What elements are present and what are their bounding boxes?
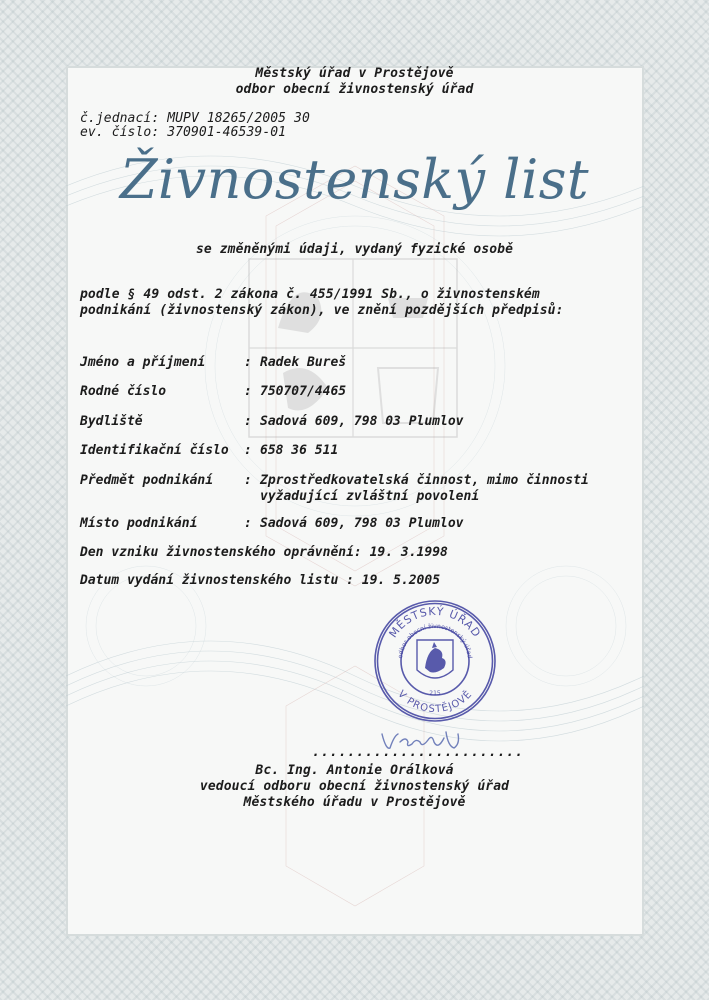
- field-label: Jméno a příjmení: [80, 355, 206, 370]
- office-department: odbor obecní živnostenský úřad: [235, 82, 474, 97]
- field-business-place: [80, 516, 464, 531]
- field-separator: :: [244, 355, 252, 370]
- field-business-subject: [80, 473, 650, 505]
- stamp-top-text: MĚSTSKÝ ÚŘAD: [386, 604, 484, 641]
- legal-basis-line-1: podle § 49 odst. 2 zákona č. 455/1991 Sb., o živnostenském: [80, 287, 540, 302]
- svg-text:MĚSTSKÝ ÚŘAD: [386, 605, 483, 640]
- field-value: 658 36 511: [260, 443, 339, 458]
- stamp-middle-text: odbor obecní živnostenský úřad: [397, 622, 473, 659]
- signatory-office: Městského úřadu v Prostějově: [243, 795, 466, 810]
- stamp-number: 215: [429, 690, 441, 697]
- field-label: Identifikační číslo: [80, 443, 229, 458]
- document-title: Živnostenský list: [119, 148, 590, 211]
- field-issue-date: [80, 573, 440, 588]
- field-label: Datum vydání živnostenského listu :: [80, 573, 354, 588]
- field-value: Sadová 609, 798 03 Plumlov: [260, 414, 464, 429]
- coat-of-arms-icon: [417, 640, 453, 678]
- field-separator: :: [244, 473, 252, 488]
- field-birth-number: [80, 384, 346, 399]
- signatory-title: vedoucí odboru obecní živnostenský úřad: [199, 779, 510, 794]
- field-label: Den vzniku živnostenského oprávnění:: [80, 545, 362, 560]
- field-label: Místo podnikání: [80, 516, 198, 531]
- legal-basis-line-2: podnikání (živnostenský zákon), ve znění pozdějších předpisů:: [80, 303, 564, 318]
- reference-number: č.jednací: MUPV 18265/2005 30: [80, 111, 310, 126]
- field-separator: :: [244, 414, 252, 429]
- stamp-bottom-text: V PROSTĚJOVĚ: [395, 688, 475, 716]
- field-label: Rodné číslo: [80, 384, 167, 399]
- field-value: 19. 3.1998: [369, 545, 448, 560]
- signatory-name: Bc. Ing. Antonie Orálková: [255, 763, 454, 778]
- field-value: Zprostředkovatelská činnost, mimo činnosti vyžadující zvláštní povolení: [260, 473, 589, 504]
- field-label: Předmět podnikání: [80, 473, 214, 488]
- field-label: Bydliště: [80, 414, 143, 429]
- field-value: 750707/4465: [260, 384, 347, 399]
- office-name: Městský úřad v Prostějově: [255, 66, 454, 81]
- field-value: 19. 5.2005: [361, 573, 441, 588]
- field-name: [80, 355, 346, 370]
- state-emblem-watermark: [248, 258, 458, 438]
- official-stamp: [372, 598, 498, 724]
- document-subtitle: se změněnými údaji, vydaný fyzické osobě: [195, 242, 514, 257]
- signature-line: ........................: [312, 745, 524, 760]
- field-value: Sadová 609, 798 03 Plumlov: [260, 516, 464, 531]
- field-residence: [80, 414, 464, 429]
- field-separator: :: [244, 384, 252, 399]
- field-origin-date: [80, 545, 448, 560]
- field-separator: :: [244, 516, 252, 531]
- field-id-number: [80, 443, 338, 458]
- registration-number: ev. číslo: 370901-46539-01: [80, 125, 287, 140]
- field-value: Radek Bureš: [260, 355, 347, 370]
- field-separator: :: [244, 443, 252, 458]
